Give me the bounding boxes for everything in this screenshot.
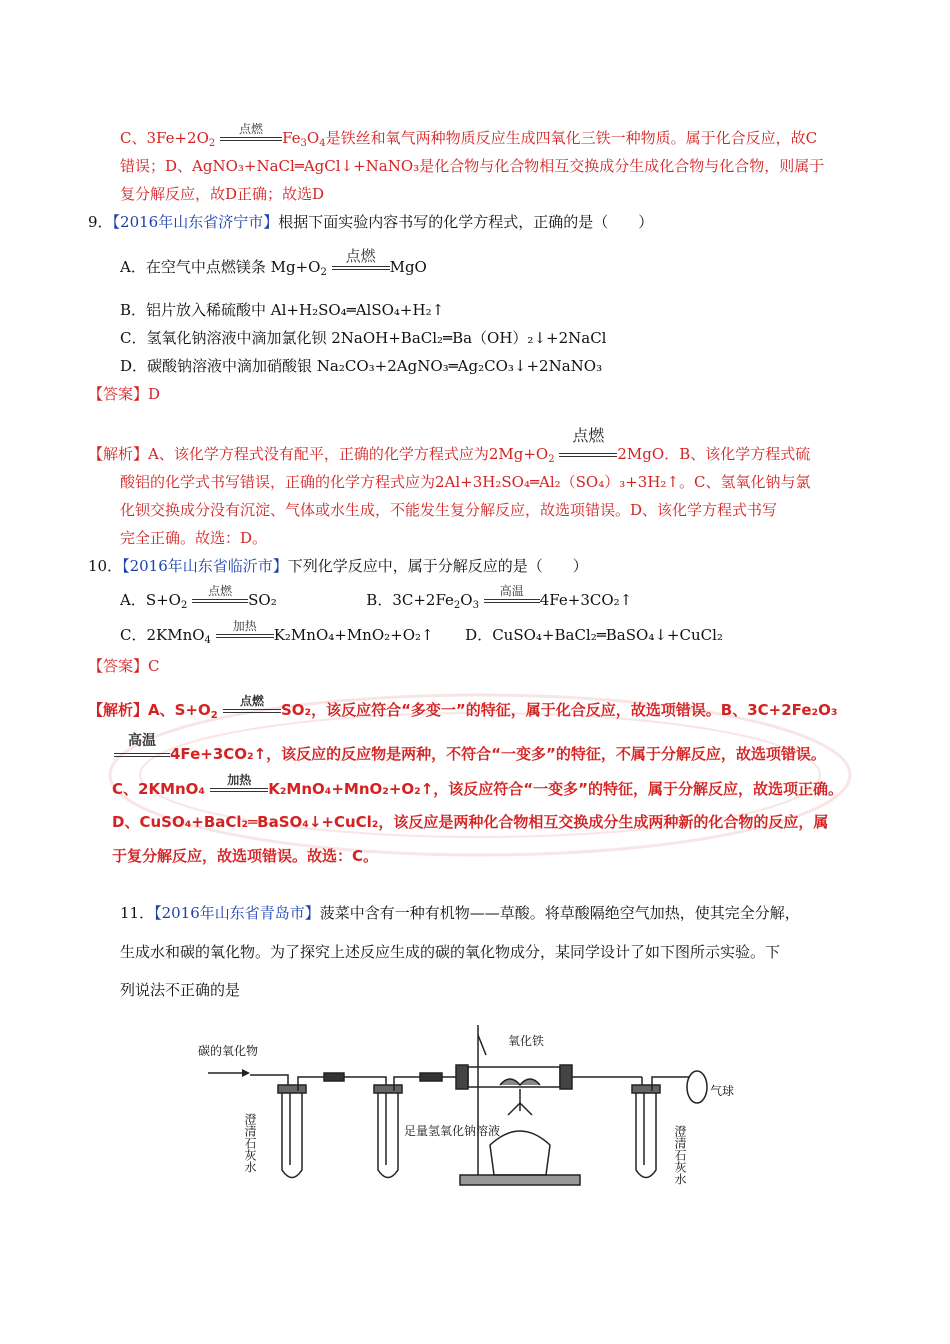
tube1-label: 澄清石灰水 bbox=[243, 1113, 257, 1173]
option-text: A．在空气中点燃镁条 Mg+O bbox=[120, 258, 321, 276]
q9-analysis-line4: 完全正确。故选：D。 bbox=[120, 529, 268, 547]
option-product: K₂MnO₄+MnO₂+O₂↑ bbox=[273, 626, 434, 644]
analysis-text: 2MgO．B、该化学方程式硫 bbox=[617, 445, 811, 463]
q9-answer: 【答案】D bbox=[88, 385, 161, 403]
question-number: 10． bbox=[88, 557, 123, 575]
balloon bbox=[687, 1071, 707, 1103]
option-text: D．CuSO₄+BaCl₂═BaSO₄↓+CuCl₂ bbox=[465, 626, 723, 644]
reaction-condition bbox=[223, 694, 281, 720]
q9-analysis-line3: 化钡交换成分没有沉淀、气体或水生成，不能发生复分解反应，故选项错误。D、该化学方程式书写 bbox=[120, 501, 778, 519]
reaction-condition bbox=[484, 584, 540, 610]
option-text: B．3C+2Fe bbox=[366, 591, 454, 609]
option-product: MgO bbox=[389, 258, 427, 276]
q10-analysis-line1: 【解析】A、$S+O_2$ 点燃 SO₂，该反应符合“多变一”的特征，属于化合反应，故选项错误。B、3C+2Fe₂O₃ bbox=[88, 694, 838, 721]
q8-line3: 复分解反应，故D正确；故选D bbox=[120, 185, 325, 203]
analysis-label: 【解析】 bbox=[88, 445, 149, 463]
analysis-text: 是铁丝和氧气两种物质反应生成四氧化三铁一种物质。属于化合反应，故C bbox=[325, 129, 818, 147]
q9-analysis-line1: 【解析】A、该化学方程式没有配平，正确的化学方程式应为$2Mg+O_2$ 点燃 2MgO．B、该化学方程式硫 bbox=[88, 426, 811, 465]
condition-label: 高温 bbox=[128, 733, 156, 749]
tube3-label: 澄清石灰水 bbox=[673, 1125, 687, 1185]
rubber-connector bbox=[324, 1073, 344, 1081]
inlet-label: 碳的氧化物 bbox=[198, 1044, 259, 1058]
reaction-condition bbox=[559, 426, 617, 464]
balloon-label: 气球 bbox=[710, 1084, 735, 1098]
q10-analysis-line2 bbox=[120, 733, 826, 764]
condition-label: 点燃 bbox=[239, 122, 264, 136]
iron-oxide-label: 氧化铁 bbox=[508, 1034, 545, 1048]
q11-stem-line1 bbox=[120, 903, 800, 923]
analysis-label: 【解析】 bbox=[88, 701, 149, 719]
option-text: A．S+O bbox=[120, 591, 181, 609]
condition-label: 点燃 bbox=[345, 247, 376, 265]
q10-analysis-line5: 于复分解反应，故选项错误。故选：C。 bbox=[112, 847, 379, 865]
q10-analysis-line4: D、CuSO₄+BaCl₂═BaSO₄↓+CuCl₂，该反应是两种化合物相互交换成分生成两种新的化合物的反应，属 bbox=[112, 813, 829, 831]
analysis-text: 4Fe+3CO₂↑，该反应的反应物是两种，不符合“一变多”的特征，不属于分解反应，故选项错误。 bbox=[170, 745, 826, 763]
q8-line1: C、$3Fe+2O_2$ 点燃 $Fe_3O_4$是铁丝和氧气两种物质反应生成四氧化三铁一种物质。属于化合反应，故C bbox=[120, 122, 818, 149]
q9-option-c: C．氢氧化钠溶液中滴加氯化钡 2NaOH+BaCl₂═Ba（OH）₂↓+2NaCl bbox=[120, 329, 607, 347]
q11-stem-line3: 列说法不正确的是 bbox=[120, 981, 241, 999]
reaction-condition bbox=[216, 619, 274, 645]
condition-label: 点燃 bbox=[208, 584, 233, 598]
option-product: 4Fe+3CO₂↑ bbox=[539, 591, 633, 609]
analysis-text: A、该化学方程式没有配平，正确的化学方程式应为2Mg+O bbox=[148, 445, 549, 463]
rubber-connector bbox=[420, 1073, 442, 1081]
question-stem: 菠菜中含有一种有机物——草酸。将草酸隔绝空气加热，使其完全分解， bbox=[319, 904, 800, 922]
q9-stem bbox=[88, 212, 653, 232]
question-source: 【2016年山东省济宁市】 bbox=[112, 213, 279, 231]
question-number: 9． bbox=[88, 213, 113, 231]
equation-text: C、3Fe+2O bbox=[120, 129, 209, 147]
question-stem: 根据下面实验内容书写的化学方程式，正确的是（ ） bbox=[278, 213, 654, 231]
reaction-condition bbox=[332, 247, 390, 277]
reaction-condition bbox=[220, 122, 282, 148]
condition-label: 点燃 bbox=[239, 694, 264, 708]
combustion-tube bbox=[442, 1065, 572, 1089]
q10-stem bbox=[88, 556, 588, 576]
analysis-text: K₂MnO₄+MnO₂+O₂↑，该反应符合“一变多”的特征，属于分解反应，故选项正确。 bbox=[268, 780, 844, 798]
condition-label: 加热 bbox=[227, 773, 252, 787]
q9-analysis-line2: 酸铝的化学式书写错误，正确的化学方程式应为2Al+3H₂SO₄═Al₂（SO₄）₃+3H₂↑。C、氢氧化钠与氯 bbox=[120, 473, 811, 491]
question-number: 11． bbox=[120, 904, 155, 922]
q10-analysis-line3 bbox=[112, 773, 844, 799]
q10-answer: 【答案】C bbox=[88, 657, 160, 675]
analysis-text: SO₂，该反应符合“多变一”的特征，属于化合反应，故选项错误。B、3C+2Fe₂O₃ bbox=[280, 701, 838, 719]
inlet-arrow bbox=[208, 1069, 250, 1077]
question-stem: 下列化学反应中，属于分解反应的是（ ） bbox=[287, 557, 588, 575]
q9-option-d: D．碳酸钠溶液中滴加硝酸银 Na₂CO₃+2AgNO₃═Ag₂CO₃↓+2NaNO₃ bbox=[120, 357, 603, 375]
reaction-condition bbox=[114, 733, 170, 764]
q11-stem-line2: 生成水和碳的氧化物。为了探究上述反应生成的碳的氧化物成分，某同学设计了如下图所示实验。下 bbox=[120, 943, 781, 961]
q9-option-a: A．在空气中点燃镁条 $Mg+O_2$ 点燃 MgO bbox=[120, 247, 427, 278]
analysis-text: A、S+O bbox=[148, 701, 211, 719]
test-tube-1 bbox=[250, 1075, 330, 1178]
q9-option-b: B．铝片放入稀硫酸中 Al+H₂SO₄═AlSO₄+H₂↑ bbox=[120, 301, 445, 319]
condition-label: 高温 bbox=[499, 584, 524, 598]
option-text: C．2KMnO bbox=[120, 626, 205, 644]
condition-label: 加热 bbox=[232, 619, 257, 633]
reaction-condition bbox=[192, 584, 248, 610]
analysis-text: C、2KMnO₄ bbox=[112, 780, 205, 798]
question-source: 【2016年山东省青岛市】 bbox=[154, 904, 320, 922]
option-product: SO₂ bbox=[248, 591, 277, 609]
reaction-condition bbox=[210, 773, 268, 799]
q8-line2: 错误；D、AgNO₃+NaCl═AgCl↓+NaNO₃是化合物与化合物相互交换成分生成化合物与化合物，则属于 bbox=[120, 157, 825, 175]
experiment-apparatus-diagram bbox=[190, 1025, 750, 1210]
tube2-label: 足量氢氧化钠溶液 bbox=[404, 1124, 501, 1138]
condition-label: 点燃 bbox=[572, 426, 605, 445]
q10-options-cd: C．2KMnO$_4$ 加热 K₂MnO₄+MnO₂+O₂↑ D．CuSO₄+BaCl₂═BaSO₄↓+CuCl₂ bbox=[120, 619, 723, 646]
equation-product: Fe bbox=[282, 129, 301, 147]
q10-options-ab: A．$S+O_2$ 点燃 SO₂ B．$3C+2Fe_2O_3$ 高温 4Fe+3CO₂↑ bbox=[120, 584, 633, 611]
question-source: 【2016年山东省临沂市】 bbox=[122, 557, 288, 575]
